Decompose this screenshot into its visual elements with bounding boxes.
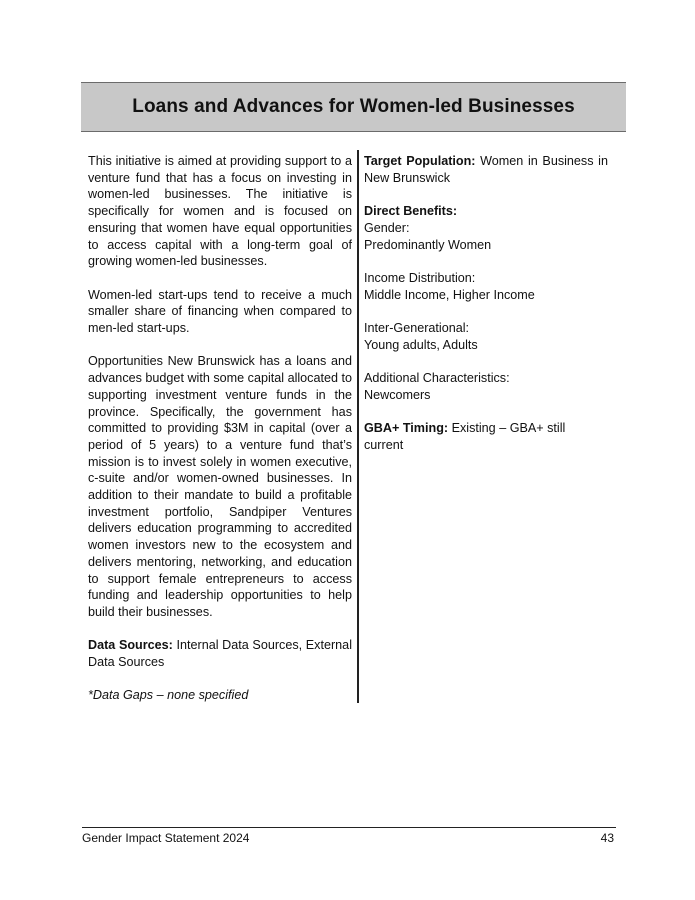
income-distribution xyxy=(364,270,608,303)
gba-timing-value: Existing – GBA+ still current xyxy=(364,421,566,452)
description-paragraph-3: Opportunities New Brunswick has a loans and advances budget with some capital allocated to supporting investment venture funds in the province. Specifically, the government has committed to providing $3M in capital (over a period of 5 years) to a venture fund that’s mission is to invest solely in women executive, c-suite and/or women-owned businesses. In addition to their mandate to build a profitable investment portfolio, Sandpiper Ventures delivers education programming to accredited women investors new to the ecosystem and delivers mentoring, networking, and education to support female entrepreneurs to access funding and leadership opportunities to help build their businesses. xyxy=(88,354,352,619)
inter-generational-label: Inter-Generational: xyxy=(364,320,470,335)
data-sources-value: Internal Data Sources, External Data Sources xyxy=(88,638,352,670)
gba-timing xyxy=(364,420,608,453)
income-distribution-label: Income Distribution: xyxy=(364,270,476,285)
direct-benefits-label: Direct Benefits: xyxy=(364,204,458,219)
description-paragraph-1: This initiative is aimed at providing support to a venture fund that has a focus on investing in women-led businesses. The initiative is specifically for women and is focused on ensuring that women have equal opportunities to access capital with a long-term goal of growing women-led businesses. xyxy=(88,154,352,269)
inter-generational-value: Young adults, Adults xyxy=(364,337,478,352)
target-population-value: Women in Business in New Brunswick xyxy=(364,154,608,185)
footer-document-title: Gender Impact Statement 2024 xyxy=(82,831,250,845)
target-population-label: Target Population: xyxy=(364,154,476,168)
right-column xyxy=(364,153,608,470)
gba-timing-label: GBA+ Timing: xyxy=(364,421,449,436)
column-divider xyxy=(357,150,359,703)
footer-rule xyxy=(82,827,616,828)
description-paragraph-2: Women-led start-ups tend to receive a much smaller share of financing when compared to men-led start-ups. xyxy=(88,287,352,336)
additional-characteristics-value: Newcomers xyxy=(364,387,431,402)
title-banner xyxy=(81,82,626,132)
page-number: 43 xyxy=(600,831,614,845)
left-column xyxy=(88,153,352,721)
page-title: Loans and Advances for Women-led Businesses xyxy=(132,96,575,117)
data-sources-label: Data Sources: xyxy=(88,638,173,653)
additional-characteristics xyxy=(364,370,608,403)
data-gaps-note: *Data Gaps – none specified xyxy=(88,688,249,703)
direct-benefits xyxy=(364,203,608,253)
data-sources xyxy=(88,637,352,670)
target-population xyxy=(364,153,608,186)
additional-characteristics-label: Additional Characteristics: xyxy=(364,371,510,386)
gender-label: Gender: xyxy=(364,220,410,235)
gender-value: Predominantly Women xyxy=(364,237,492,252)
income-distribution-value: Middle Income, Higher Income xyxy=(364,287,535,302)
inter-generational xyxy=(364,320,608,353)
